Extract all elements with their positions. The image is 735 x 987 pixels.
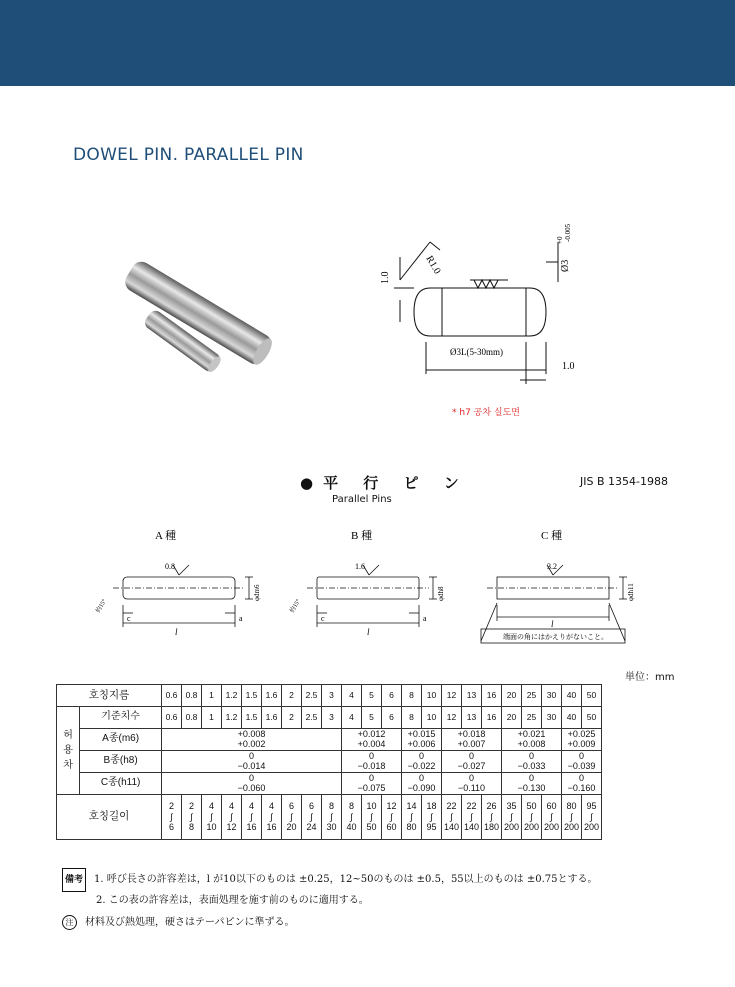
tolerance-a-row: A종(m6) +0.008 +0.002 +0.012 +0.004 +0.015 +0.006 +0.018 +0.007 +0.021 +0.008 +0.025 +0.009 [57,729,602,751]
right-dimension: 1.0 [562,361,575,372]
note-3: 材料及び熱処理，硬さはテーパピンに準ずる。 [85,917,295,928]
standard-row: 허 용 차 기준치수 0.6 0.8 1 1.2 1.5 1.6 2 2.5 3 4 5 6 8 10 12 13 16 20 25 30 40 50 [57,707,602,729]
type-b-angle: 約15° [289,598,302,614]
type-a-roughness: 0.8 [165,562,175,571]
notes-badge: 備考 [62,868,86,892]
left-dimension: 1.0 [380,271,391,284]
type-b-diameter: φdh8 [437,586,445,601]
note-badge-circle: 注 [62,915,77,930]
tolerance-b-row: B종(h8) 0 −0.014 0 −0.018 0 −0.022 0 −0.027 0 −0.033 0 −0.039 [57,751,602,773]
type-c-note: 端面の角にはかえりがないこと。 [503,633,608,641]
pin-spec-table [56,684,602,840]
type-a-diameter: φdm6 [253,584,261,601]
tolerance-upper: +0 [556,236,564,244]
tolerance-a-label: A종(m6) [80,729,162,751]
jis-standard: JIS B 1354-1988 [580,475,668,488]
type-b-roughness: 1.6 [355,562,365,571]
unit-label: 単位：mm [625,672,675,683]
standard-header: 기준치수 [80,707,162,729]
note-1: 1. 呼び長さの許容差は，l が10以下のものは ±0.25，12~50のものは ±0.5，55以上のものは ±0.75とする。 [94,874,598,885]
tolerance-b-label: B종(h8) [80,751,162,773]
type-c-roughness: 3.2 [547,562,557,571]
length-note: Ø3L(5-30mm) [450,347,503,357]
type-a-label: A 種 [155,530,177,542]
jis-title: ●平 行 ピ ン [300,474,469,492]
type-a-c: c [127,614,131,623]
header-bar [0,0,735,86]
tolerance-lower: -0.005 [564,223,572,242]
type-b-label: B 種 [351,530,373,542]
type-a-length: l [175,627,178,637]
length-row: 호칭길이 2 ∫ 6 2 ∫ 8 4 ∫ 10 4 ∫ 12 4 ∫ 16 4 ∫ 16 6 ∫ 20 6 ∫ 24 8 ∫ 30 8 ∫ 40 10 ∫ 50 12 ∫ 60 14 ∫ 80 18 ∫ 95 22 ∫ 140 22 ∫ 140 26 ∫ 180 35 ∫ 200 50 ∫ 200 60 ∫ 200 80 ∫ 200 95 ∫ 200 [57,795,602,840]
jis-subtitle: Parallel Pins [332,494,392,505]
type-c-diameter: φdh11 [627,583,635,601]
nominal-header: 호칭지름 [57,685,162,707]
type-b-length: l [367,627,370,637]
tolerance-note: * h7 공차 실도면 [452,408,520,418]
type-a-angle: 約15° [95,598,108,614]
dowel-pin-photo [120,230,310,380]
pin-dimension-drawing [370,222,600,392]
type-a-a: a [239,614,243,623]
page-title: DOWEL PIN. PARALLEL PIN [73,145,304,165]
type-b-a: a [423,614,427,623]
type-b-c: c [321,614,325,623]
tolerance-c-row: C종(h11) 0 −0.060 0 −0.075 0 −0.090 0 −0.110 0 −0.130 0 −0.160 [57,773,602,795]
type-c-label: C 種 [541,530,563,542]
tolerance-group-label: 허 용 차 [57,707,80,795]
nominal-row: 호칭지름 0.6 0.8 1 1.2 1.5 1.6 2 2.5 3 4 5 6 8 10 12 13 16 20 25 30 40 50 [57,685,602,707]
tolerance-c-label: C종(h11) [80,773,162,795]
radius-label: R1.0 [423,254,443,277]
pin-variants-diagram [85,525,655,665]
type-c-length: l [551,619,554,629]
note-2: 2. この表の許容差は，表面処理を施す前のものに適用する。 [96,895,369,906]
length-header: 호칭길이 [57,795,162,840]
diameter-label: Ø3 [560,259,571,272]
notes-section [62,868,598,934]
